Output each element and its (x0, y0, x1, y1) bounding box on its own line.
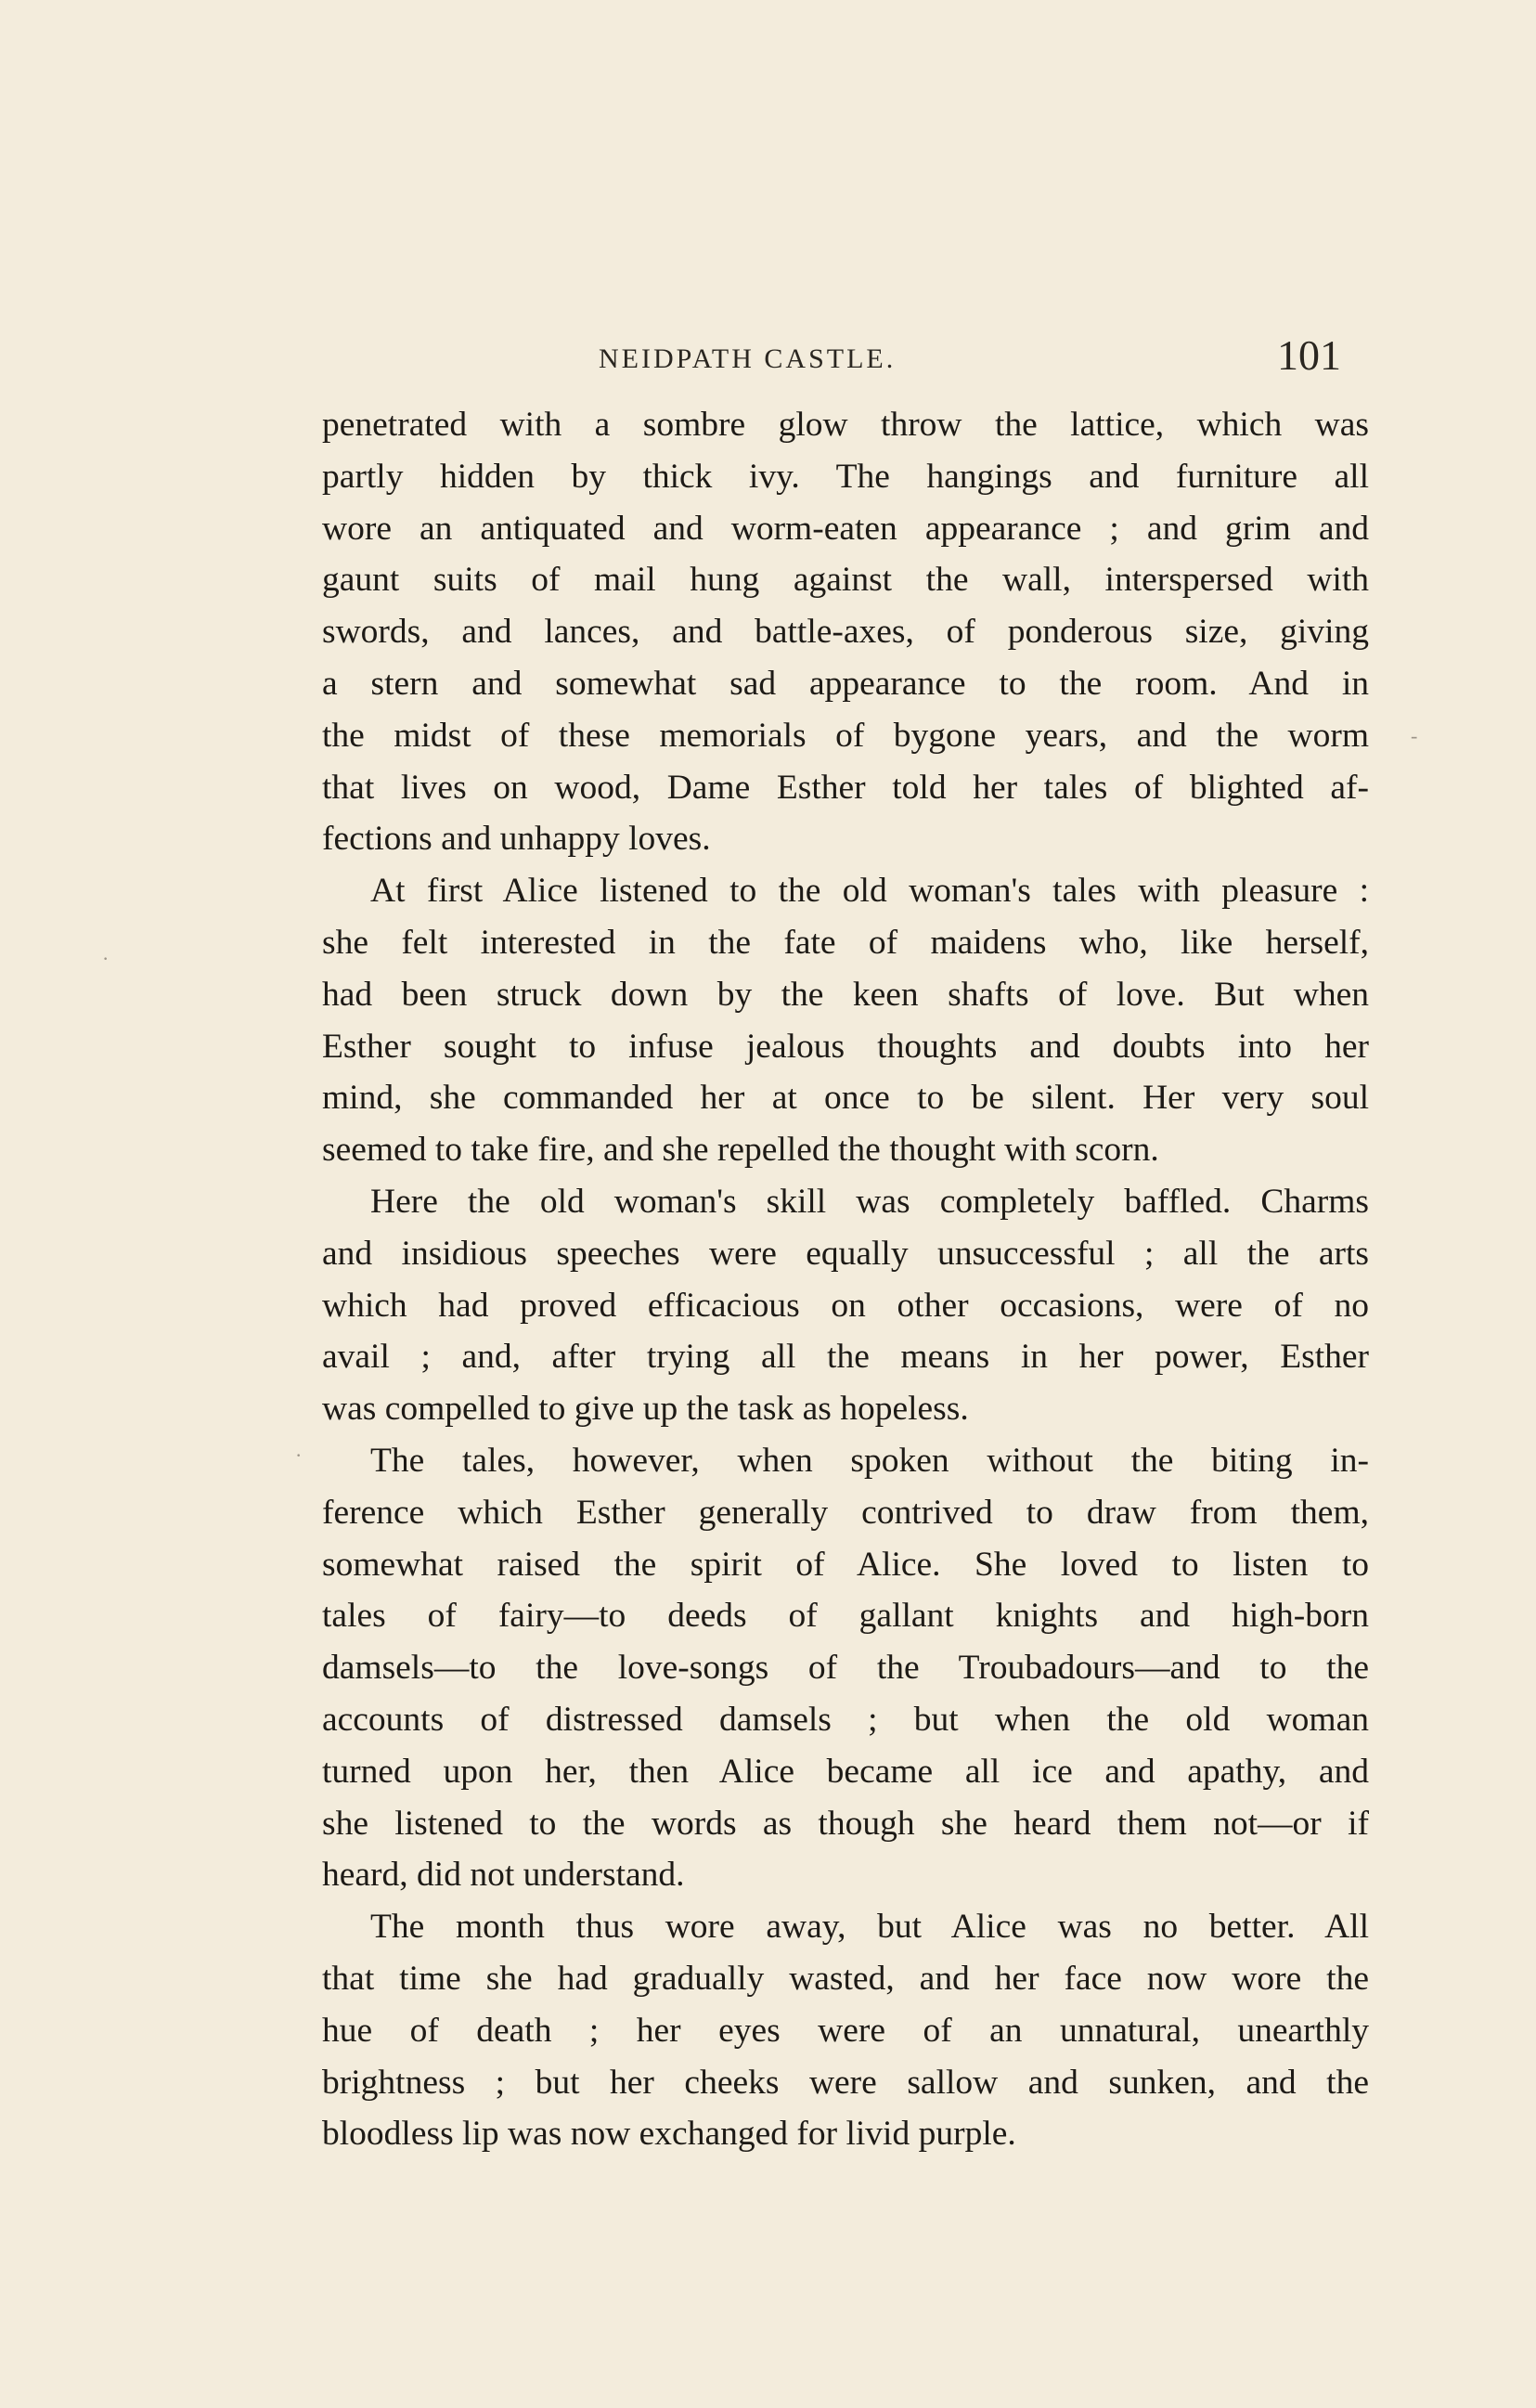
text-line: which had proved efficacious on other occasions, were of no (322, 1286, 1369, 1325)
text-line: bloodless lip was now exchanged for livid purple. (322, 2115, 1016, 2154)
text-line: partly hidden by thick ivy. The hangings and furniture all (322, 457, 1369, 496)
margin-speck: · (295, 1444, 303, 1467)
paragraph-2 (322, 865, 1369, 1176)
text-line: mind, she commanded her at once to be silent. Her very soul (322, 1079, 1369, 1118)
text-line: Esther sought to infuse jealous thoughts and doubts into her (322, 1027, 1369, 1066)
text-line: that time she had gradually wasted, and her face now wore the (322, 1959, 1369, 1998)
paragraph-3 (322, 1176, 1369, 1435)
text-line: swords, and lances, and battle-axes, of ponderous size, giving (322, 613, 1369, 652)
text-line: wore an antiquated and worm-eaten appearance ; and grim and (322, 509, 1369, 548)
text-line: a stern and somewhat sad appearance to the room. And in (322, 664, 1369, 703)
running-header (320, 331, 1360, 390)
running-title: NEIDPATH CASTLE. (599, 343, 897, 374)
text-line: ference which Esther generally contrived to draw from them, (322, 1493, 1369, 1532)
text-line: At first Alice listened to the old woman's tales with pleasure : (370, 872, 1369, 911)
body-text (322, 399, 1369, 2160)
text-line: Here the old woman's skill was completely baffled. Charms (370, 1182, 1369, 1221)
paragraph-4 (322, 1435, 1369, 1901)
text-line: avail ; and, after trying all the means in her power, Esther (322, 1338, 1369, 1377)
text-line: heard, did not understand. (322, 1856, 685, 1895)
text-line: damsels—to the love-songs of the Troubadours—and to the (322, 1649, 1369, 1688)
text-line: she felt interested in the fate of maidens who, like herself, (322, 923, 1369, 962)
text-line: accounts of distressed damsels ; but when the old woman (322, 1700, 1369, 1739)
text-line: that lives on wood, Dame Esther told her tales of blighted af- (322, 768, 1369, 807)
text-line: the midst of these memorials of bygone years, and the worm (322, 716, 1369, 755)
text-line: had been struck down by the keen shafts of love. But when (322, 975, 1369, 1014)
margin-speck: - (1411, 724, 1418, 747)
text-line: seemed to take fire, and she repelled the thought with scorn. (322, 1131, 1159, 1170)
paragraph-1 (322, 399, 1369, 865)
paragraph-5 (322, 1901, 1369, 2160)
text-line: turned upon her, then Alice became all ice and apathy, and (322, 1752, 1369, 1791)
text-line: brightness ; but her cheeks were sallow and sunken, and the (322, 2063, 1369, 2102)
text-line: tales of fairy—to deeds of gallant knights and high-born (322, 1597, 1369, 1636)
margin-speck: · (102, 947, 110, 970)
text-line: penetrated with a sombre glow throw the lattice, which was (322, 406, 1369, 444)
text-line: The month thus wore away, but Alice was no better. All (370, 1908, 1369, 1947)
text-line: gaunt suits of mail hung against the wall, interspersed with (322, 561, 1369, 600)
text-line: and insidious speeches were equally unsuccessful ; all the arts (322, 1234, 1369, 1273)
page-number: 101 (1277, 331, 1341, 379)
text-line: somewhat raised the spirit of Alice. She loved to listen to (322, 1545, 1369, 1584)
text-line: The tales, however, when spoken without the biting in- (370, 1441, 1369, 1480)
text-line: she listened to the words as though she heard them not—or if (322, 1804, 1369, 1843)
text-line: hue of death ; her eyes were of an unnatural, unearthly (322, 2011, 1369, 2050)
text-line: was compelled to give up the task as hopeless. (322, 1390, 969, 1429)
text-line: fections and unhappy loves. (322, 820, 711, 859)
